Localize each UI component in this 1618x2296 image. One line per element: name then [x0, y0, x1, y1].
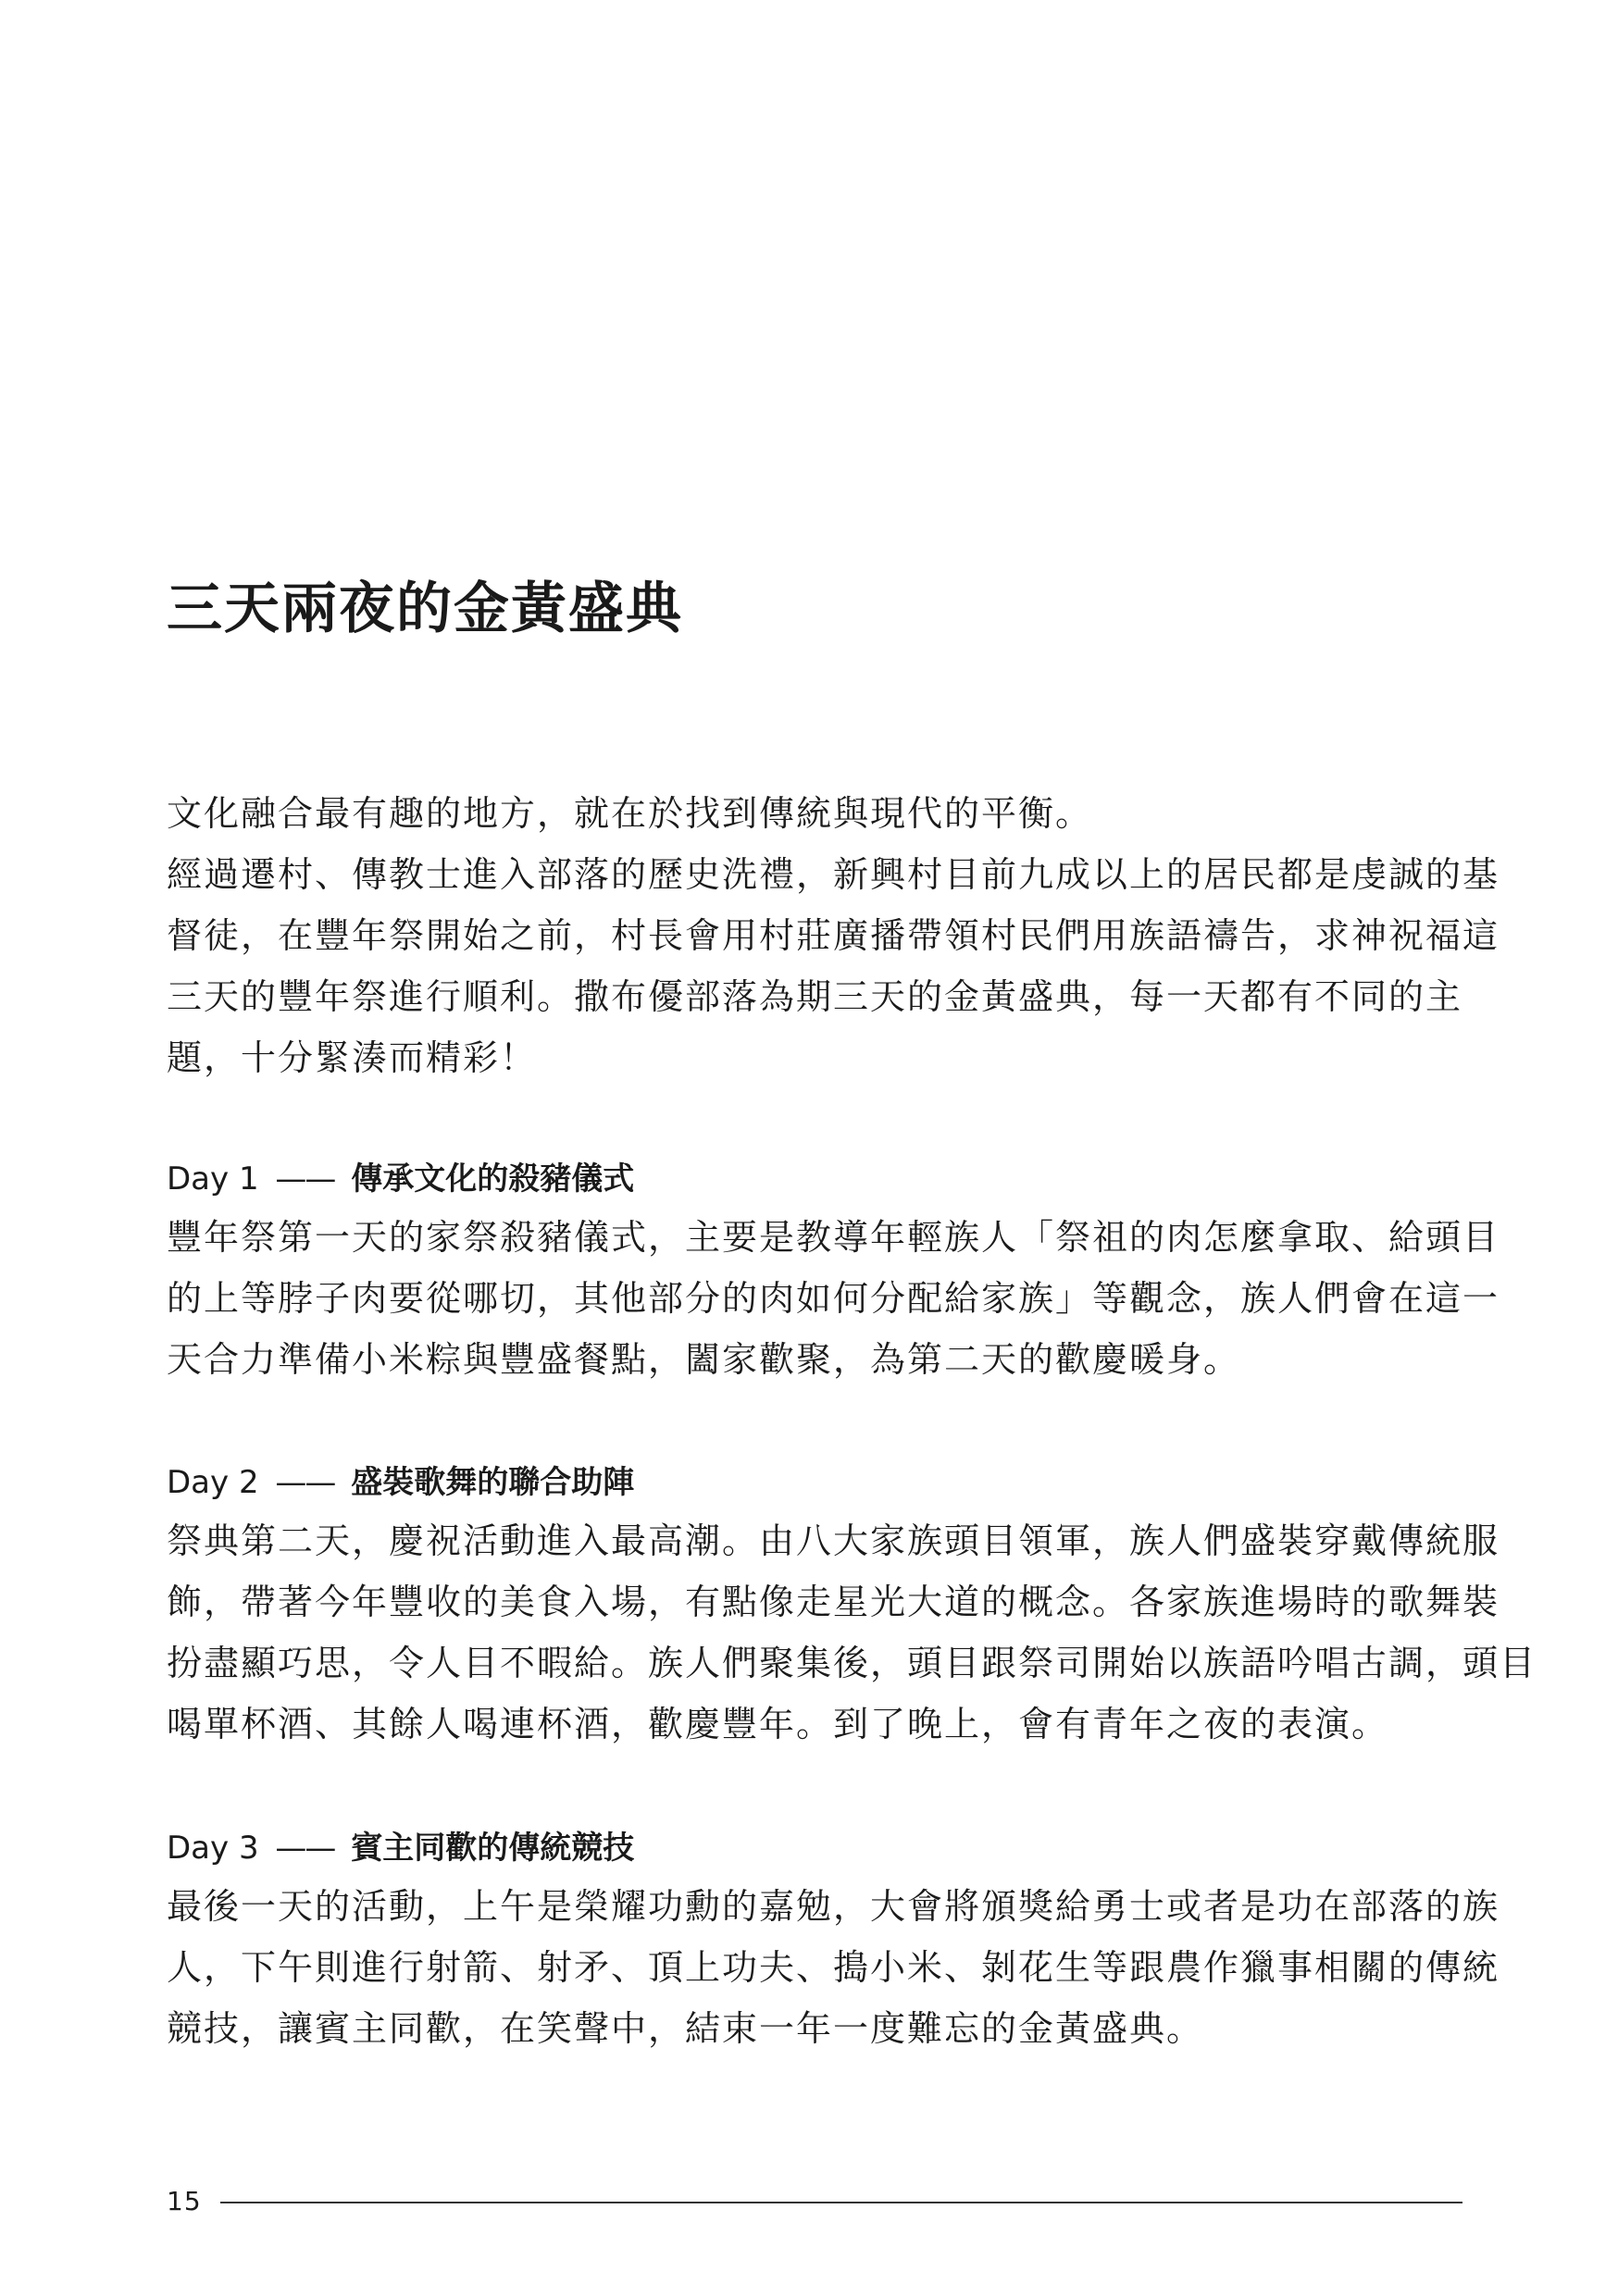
day1-label: Day 1 — [167, 1160, 259, 1198]
day2-line: 飾，帶著今年豐收的美食入場，有點像走星光大道的概念。各家族進場時的歌舞裝 — [167, 1582, 1500, 1622]
day3-heading — [167, 1828, 634, 1868]
day1-dash: —— — [275, 1160, 335, 1198]
day2-title: 盛裝歌舞的聯合助陣 — [351, 1464, 635, 1501]
intro-paragraph — [167, 783, 1500, 1088]
footer-divider — [220, 2202, 1462, 2203]
page-title: 三天兩夜的金黃盛典 — [167, 577, 683, 641]
intro-line: 文化融合最有趣的地方，就在於找到傳統與現代的平衡。 — [167, 793, 1093, 834]
day1-line: 天合力準備小米粽與豐盛餐點，闔家歡聚，為第二天的歡慶暖身。 — [167, 1339, 1241, 1380]
day3-label: Day 3 — [167, 1830, 259, 1867]
day1-heading — [167, 1159, 634, 1199]
day1-title: 傳承文化的殺豬儀式 — [351, 1160, 635, 1198]
day1-line: 的上等脖子肉要從哪切，其他部分的肉如何分配給家族」等觀念，族人們會在這一 — [167, 1278, 1500, 1319]
day3-dash: —— — [275, 1830, 335, 1867]
day3-line: 競技，讓賓主同歡，在笑聲中，結束一年一度難忘的金黃盛典。 — [167, 2008, 1204, 2049]
day2-line: 祭典第二天，慶祝活動進入最高潮。由八大家族頭目領軍，族人們盛裝穿戴傳統服 — [167, 1520, 1500, 1561]
intro-line: 督徒，在豐年祭開始之前，村長會用村莊廣播帶領村民們用族語禱告，求神祝福這 — [167, 915, 1500, 956]
day1-paragraph — [167, 1207, 1500, 1390]
intro-line: 題，十分緊湊而精彩！ — [167, 1037, 538, 1078]
day3-title: 賓主同歡的傳統競技 — [351, 1830, 635, 1867]
intro-line: 經過遷村、傳教士進入部落的歷史洗禮，新興村目前九成以上的居民都是虔誠的基 — [167, 854, 1500, 895]
day2-dash: —— — [275, 1464, 335, 1501]
day3-line: 人，下午則進行射箭、射矛、頂上功夫、搗小米、剝花生等跟農作獵事相關的傳統 — [167, 1947, 1500, 1988]
day2-paragraph — [167, 1510, 1537, 1755]
day2-heading — [167, 1462, 634, 1503]
day1-line: 豐年祭第一天的家祭殺豬儀式，主要是教導年輕族人「祭祖的肉怎麼拿取、給頭目 — [167, 1217, 1500, 1258]
day3-paragraph — [167, 1876, 1500, 2059]
day3-line: 最後一天的活動，上午是榮耀功勳的嘉勉，大會將頒獎給勇士或者是功在部落的族 — [167, 1886, 1500, 1927]
day2-label: Day 2 — [167, 1464, 259, 1501]
page-number: 15 — [167, 2186, 202, 2216]
intro-line: 三天的豐年祭進行順利。撒布優部落為期三天的金黃盛典，每一天都有不同的主 — [167, 976, 1463, 1017]
day2-line: 扮盡顯巧思，令人目不暇給。族人們聚集後，頭目跟祭司開始以族語吟唱古調，頭目 — [167, 1643, 1537, 1683]
day2-line: 喝單杯酒、其餘人喝連杯酒，歡慶豐年。到了晚上，會有青年之夜的表演。 — [167, 1704, 1389, 1744]
